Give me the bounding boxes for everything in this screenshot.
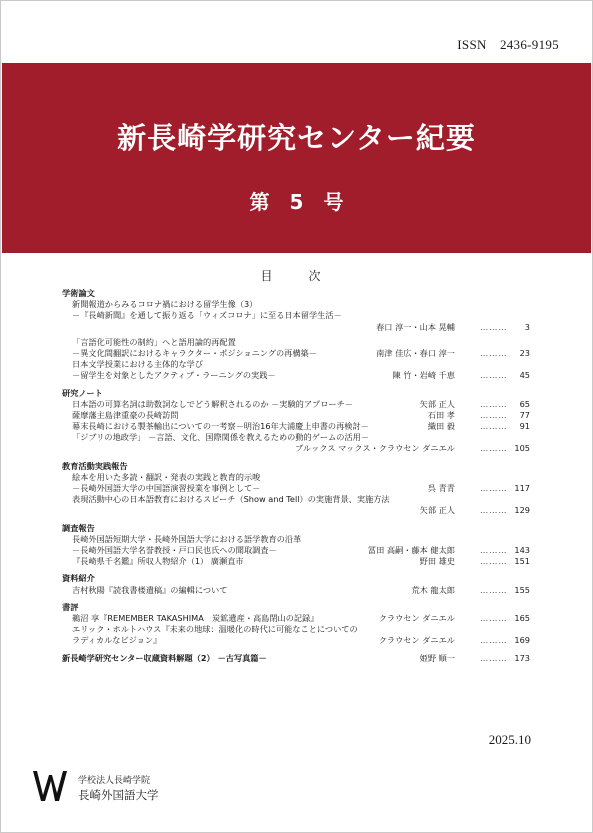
toc-entry-title: 「ジブリの地政学」 －言語、文化、国際関係を教えるための動的ゲームの活用－ <box>72 432 370 443</box>
toc-line <box>62 585 530 596</box>
toc-section <box>62 523 530 568</box>
toc-leader-dots: ……… <box>480 652 508 663</box>
issue-date: 2025.10 <box>488 732 531 747</box>
toc-line <box>62 432 530 443</box>
toc-leader-dots: ……… <box>480 421 508 432</box>
toc-leader-dots: ……… <box>480 612 508 623</box>
toc-line <box>62 494 530 505</box>
toc-line <box>62 310 530 321</box>
journal-title: 新長崎学研究センター紀要 <box>117 121 476 155</box>
toc-entry-page: 155 <box>514 584 530 595</box>
toc-section <box>62 602 530 647</box>
toc-entry-title: －長崎外国語大学名誉教授・戸口民也氏への聞取調査－ <box>72 545 277 555</box>
toc-line <box>62 359 530 370</box>
toc-section-title: 資料紹介 <box>62 573 95 584</box>
toc-entry-author: 野田 雄史 <box>419 556 455 567</box>
toc-entry-page: 105 <box>514 443 530 454</box>
toc-line <box>62 545 530 556</box>
toc-entry-title: 吉村秋陽『読我書楼遺稿』の編輯について <box>72 584 228 595</box>
table-of-contents <box>62 288 530 664</box>
toc-entry-title: 新長崎学研究センター収蔵資料解題（2） －古写真篇－ <box>62 652 267 663</box>
toc-leader-dots: ……… <box>480 635 508 646</box>
toc-section-title: 調査報告 <box>62 522 95 533</box>
publisher-corporation: 学校法人長崎学院 <box>78 776 151 786</box>
toc-entry-page: 77 <box>519 409 530 420</box>
toc-leader-dots: ……… <box>480 409 508 420</box>
toc-entry-author: ブルックス マックス・クラウセン ダニエル <box>295 443 455 454</box>
toc-entry-title: －留学生を対象としたアクティブ・ラーニングの実践－ <box>72 370 276 381</box>
toc-entry-page: 117 <box>514 483 530 494</box>
toc-entry-title: 日本文学授業における主体的な学び <box>72 359 204 370</box>
toc-entry-title: －異文化間翻訳におけるキャラクター・ポジショニングの再構築－ <box>72 347 317 358</box>
toc-section-title: 書評 <box>62 601 79 612</box>
toc-section-archive <box>62 653 530 664</box>
toc-entry-author: 呉 青青 <box>427 483 455 494</box>
vv-monogram-icon <box>32 767 68 805</box>
title-band <box>2 63 591 253</box>
toc-entry-page: 143 <box>514 545 530 555</box>
toc-entry-author: 南津 佳広・春口 淳一 <box>376 347 455 358</box>
toc-line <box>62 337 530 348</box>
toc-entry-page: 91 <box>519 421 530 432</box>
toc-entry-title: エリック・ホルトハウス『未来の地球：温暖化の時代に可能なことについての <box>72 624 358 635</box>
toc-line <box>62 613 530 624</box>
toc-entry-page: 3 <box>524 321 530 332</box>
toc-line <box>62 299 530 310</box>
toc-entry-title: 新聞報道からみるコロナ禍における留学生像（3） <box>72 299 258 310</box>
toc-entry-author: クラウセン ダニエル <box>378 635 455 646</box>
toc-line <box>62 443 530 454</box>
toc-line <box>62 421 530 432</box>
toc-entry-author: 織田 毅 <box>427 421 455 432</box>
toc-line <box>62 635 530 646</box>
toc-entry-page: 129 <box>514 505 530 516</box>
toc-entry-title: 「言語化可能性の制約」へと語用論的再配置 <box>72 336 236 347</box>
toc-entry-author: 荒木 龍太郎 <box>411 584 455 595</box>
toc-leader-dots: ……… <box>480 483 508 494</box>
toc-entry-author: 姫野 順一 <box>419 652 455 663</box>
toc-entry-title: －『長崎新聞』を通して振り返る「ウィズコロナ」に至る日本留学生活－ <box>72 310 342 321</box>
toc-section <box>62 573 530 595</box>
toc-entry-page: 65 <box>519 398 530 409</box>
toc-entry-page: 151 <box>514 556 530 567</box>
toc-section <box>62 461 530 517</box>
toc-leader-dots: ……… <box>480 584 508 595</box>
toc-line <box>62 399 530 410</box>
toc-line <box>62 624 530 635</box>
toc-entry-title: ラディカルなビジョン』 <box>72 635 162 646</box>
toc-entry-page: 45 <box>519 370 530 381</box>
toc-entry-title: 薩摩藩主島津重豪の長崎訪問 <box>72 409 179 420</box>
toc-entry-author: 冨田 高嗣・藤本 健太郎 <box>367 545 455 555</box>
issue-number: 第 5 号 <box>249 190 344 214</box>
toc-line <box>62 410 530 421</box>
toc-entry-title: 絵本を用いた多読・翻訳・発表の実践と教育的示唆 <box>72 471 261 482</box>
toc-entry-author: 矢部 正人 <box>419 505 455 516</box>
toc-leader-dots: ……… <box>480 443 508 454</box>
toc-line <box>62 483 530 494</box>
toc-heading: 目 次 <box>260 269 333 283</box>
toc-leader-dots: ……… <box>480 370 508 381</box>
toc-leader-dots: ……… <box>480 556 508 567</box>
toc-entry-author: 矢部 正人 <box>419 398 455 409</box>
toc-line <box>62 472 530 483</box>
toc-leader-dots: ……… <box>480 398 508 409</box>
toc-entry-title: 日本語の可算名詞は助数詞なしでどう解釈されるのか －実験的アプローチ－ <box>72 398 353 409</box>
toc-entry-title: －長崎外国語大学の中国語演習授業を事例として－ <box>72 483 261 494</box>
toc-line <box>62 348 530 359</box>
toc-leader-dots: ……… <box>480 545 508 555</box>
toc-section-title: 学術論文 <box>62 288 95 298</box>
toc-entry-author: 陳 竹・岩崎 千恵 <box>392 370 455 381</box>
toc-entry-author: 春口 淳一・山本 晃輔 <box>376 321 455 332</box>
toc-entry-title: 長崎外国語短期大学・長崎外国語大学における語学教育の沿革 <box>72 533 302 544</box>
toc-entry-title: 幕末長崎における製茶輸出についての一考察－明治16年大浦慶上申書の再検討－ <box>72 421 369 432</box>
issn: ISSN 2436-9195 <box>457 37 559 52</box>
toc-entry-page: 173 <box>514 652 530 663</box>
toc-entry-page: 23 <box>519 347 530 358</box>
toc-line <box>62 505 530 516</box>
toc-line <box>62 653 530 664</box>
toc-leader-dots: ……… <box>480 321 508 332</box>
toc-entry-page: 165 <box>514 612 530 623</box>
toc-entry-page: 169 <box>514 635 530 646</box>
toc-line <box>62 322 530 333</box>
toc-line <box>62 370 530 381</box>
toc-line <box>62 556 530 567</box>
toc-section <box>62 388 530 455</box>
toc-leader-dots: ……… <box>480 347 508 358</box>
toc-entry-author: クラウセン ダニエル <box>378 612 455 623</box>
toc-line <box>62 534 530 545</box>
toc-section-title: 教育活動実践報告 <box>62 460 128 471</box>
toc-section-title: 研究ノート <box>62 387 103 398</box>
toc-entry-title: 表現活動中心の日本語教育におけるスピーチ（Show and Tell）の実施背景、実施方法 <box>72 494 390 505</box>
toc-section <box>62 288 530 382</box>
toc-entry-title: 『長崎県千名鑑』所収人物紹介（1） 廣瀬直市 <box>72 556 244 567</box>
publisher-university: 長崎外国語大学 <box>78 788 159 802</box>
toc-entry-author: 石田 孝 <box>427 409 455 420</box>
toc-entry-title: 鵜沼 享『REMEMBER TAKASHIMA 炭鉱遺産・高島閉山の記録』 <box>72 612 319 623</box>
toc-leader-dots: ……… <box>480 505 508 516</box>
